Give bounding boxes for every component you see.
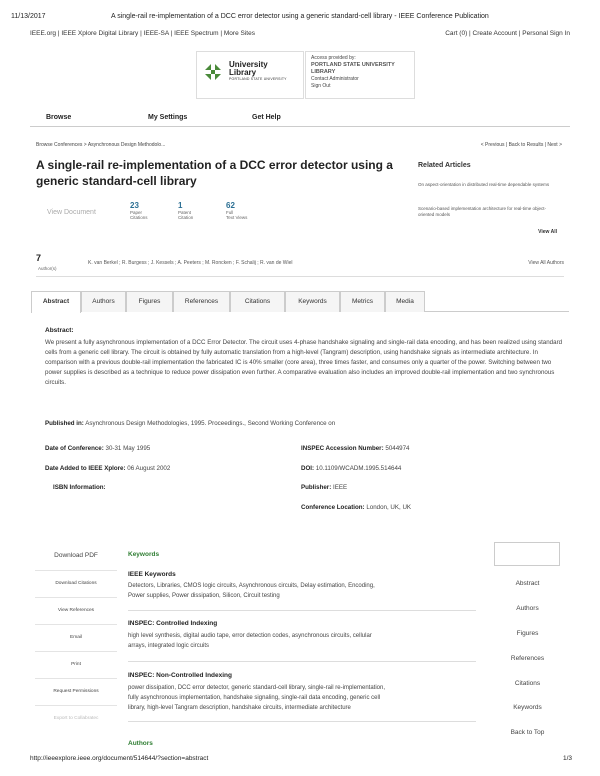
right-nav-citations[interactable]: Citations xyxy=(514,680,541,687)
right-nav-authors[interactable]: Authors xyxy=(516,605,539,612)
author-list[interactable]: K. van Berkel ; R. Burgess ; J. Kessels ; A. Peeters ; M. Roncken ; F. Schalij ; R. van de Wiel xyxy=(88,260,293,266)
footer-url: http://ieeexplore.ieee.org/document/514644/?section=abstract xyxy=(30,755,209,762)
published-in-link[interactable]: Asynchronous Design Methodologies, 1995. Proceedings., Second Working Conference on xyxy=(85,420,336,427)
right-nav-references[interactable]: References xyxy=(510,655,545,662)
authors-section-heading: Authors xyxy=(128,740,153,747)
results-pager[interactable]: < Previous | Back to Results | Next > xyxy=(480,142,562,148)
tab-metrics[interactable]: Metrics xyxy=(340,291,385,312)
keywords-heading: Keywords xyxy=(128,551,160,558)
nav-browse[interactable]: Browse xyxy=(46,114,72,121)
right-nav-abstract[interactable]: Abstract xyxy=(515,580,540,587)
right-nav-box xyxy=(494,542,560,566)
metric-patent-citation[interactable]: 1 Patent Citation xyxy=(178,201,194,220)
tab-keywords[interactable]: Keywords xyxy=(285,291,340,312)
metric-full-text-views[interactable]: 62 Full Text Views xyxy=(226,201,248,220)
tab-media[interactable]: Media xyxy=(385,291,425,312)
right-nav-figures[interactable]: Figures xyxy=(516,630,539,637)
nav-get-help[interactable]: Get Help xyxy=(252,114,281,121)
print-title: A single-rail re-implementation of a DCC error detector using a generic standard-cell library - IEEE Conference Publication xyxy=(111,13,489,20)
tab-authors[interactable]: Authors xyxy=(81,291,126,312)
inspec-controlled-title: INSPEC: Controlled Indexing xyxy=(128,620,218,627)
top-nav xyxy=(30,30,570,42)
tab-citations[interactable]: Citations xyxy=(230,291,285,312)
nav-my-settings[interactable]: My Settings xyxy=(148,114,188,121)
institution-name-line2: LIBRARY xyxy=(311,69,336,75)
email-button[interactable]: Email xyxy=(35,624,117,650)
conference-location: Conference Location: London, UK, UK xyxy=(301,504,412,511)
contact-admin-link[interactable]: Contact Administrator xyxy=(311,76,359,82)
inspec-controlled-list[interactable]: high level synthesis, digital audio tape, error detection codes, asynchronous circuits, cellular arrays, integrated logic circuits xyxy=(128,633,372,649)
institution-name: PORTLAND STATE UNIVERSITY xyxy=(311,62,395,68)
isbn-information[interactable]: ISBN Information: xyxy=(53,484,106,491)
back-to-top-link[interactable]: Back to Top xyxy=(510,729,545,736)
date-of-conference: Date of Conference: 30-31 May 1995 xyxy=(45,445,151,452)
related-articles-title: Related Articles xyxy=(418,162,471,169)
keywords-divider xyxy=(128,661,476,662)
ieee-keywords-list[interactable]: Detectors, Libraries, CMOS logic circuits, Asynchronous circuits, Delay estimation, Encoding, Power supplies, Power dissipation, Silicon, Circuit testing xyxy=(128,583,375,599)
published-in: Published in: Asynchronous Design Methodologies, 1995. Proceedings., Second Working Conference on xyxy=(45,420,336,427)
print-button[interactable]: Print xyxy=(35,651,117,677)
university-library-logo xyxy=(196,51,304,99)
access-box xyxy=(305,51,415,99)
main-nav xyxy=(30,111,570,127)
inspec-accession-number: INSPEC Accession Number: 5044974 xyxy=(301,445,410,452)
tab-figures[interactable]: Figures xyxy=(126,291,173,312)
access-provided-label: Access provided by: xyxy=(311,55,356,61)
tab-references[interactable]: References xyxy=(173,291,230,312)
sign-out-link[interactable]: Sign Out xyxy=(311,83,331,89)
doi-link[interactable]: 10.1109/WCADM.1995.514644 xyxy=(315,465,402,472)
view-all-authors-link[interactable]: View All Authors xyxy=(528,260,564,266)
related-view-all-link[interactable]: View All xyxy=(538,229,557,235)
author-count-label: Author(s) xyxy=(38,266,57,271)
abstract-label: Abstract: xyxy=(45,327,74,334)
print-header xyxy=(11,13,589,25)
author-count: 7 xyxy=(36,253,42,263)
date-added: Date Added to IEEE Xplore: 06 August 2002 xyxy=(45,465,171,472)
print-date: 11/13/2017 xyxy=(11,13,46,20)
section-tabs xyxy=(31,291,569,312)
top-nav-account[interactable]: Cart (0) | Create Account | Personal Sign In xyxy=(445,30,570,37)
footer-page-number: 1/3 xyxy=(562,755,572,762)
export-to-collabratec-button[interactable]: Export to Collabratec xyxy=(35,705,117,731)
inspec-non-controlled-title: INSPEC: Non-Controlled Indexing xyxy=(128,672,232,679)
right-nav-keywords[interactable]: Keywords xyxy=(513,704,542,711)
page-title: A single-rail re-implementation of a DCC error detector using a generic standard-cell library xyxy=(36,158,393,188)
doi: DOI: 10.1109/WCADM.1995.514644 xyxy=(301,465,402,472)
request-permissions-button[interactable]: Request Permissions xyxy=(35,678,117,704)
metric-paper-citations[interactable]: 23 Paper Citations xyxy=(130,201,148,220)
related-article[interactable]: Scenario-based implementation architecture for real-time object-oriented models xyxy=(418,206,547,217)
authors-row xyxy=(36,253,564,277)
view-document-button[interactable]: View Document xyxy=(47,209,96,216)
related-article[interactable]: On aspect-orientation in distributed real-time dependable systems xyxy=(418,182,550,187)
keywords-divider xyxy=(128,610,476,611)
ieee-keywords-title: IEEE Keywords xyxy=(128,571,176,578)
abstract-text: We present a fully asynchronous implementation of a DCC Error Detector. The circuit uses 4-phase handshake signaling and single-rail data encoding, and has been realized using standard cells from a generic cell library. The circuit is obtained by fully automatic translation from a high-level (Tangram) description, using handshake signals as intermediate architecture. In comparison with a previous double-rail implementation the fabricated IC is 40% smaller (core area), three times faster, and consumes only a quarter of the power. Switching between two power supplies is described as a technique to reduce power dissipation even further. A comparative evaluation also includes an improved double-rail implementation and two synchronous circuits. xyxy=(45,339,563,387)
logo-subtext: PORTLAND STATE UNIVERSITY xyxy=(229,77,287,81)
download-citations-button[interactable]: Download Citations xyxy=(35,570,117,596)
publisher: Publisher: IEEE xyxy=(301,484,348,491)
tab-abstract[interactable]: Abstract xyxy=(31,291,81,313)
view-references-button[interactable]: View References xyxy=(35,597,117,623)
top-nav-sites[interactable]: IEEE.org | IEEE Xplore Digital Library | IEEE-SA | IEEE Spectrum | More Sites xyxy=(30,30,255,37)
download-pdf-button[interactable]: Download PDF xyxy=(54,552,98,559)
breadcrumb[interactable]: Browse Conferences > Asynchronous Design Methodolo... xyxy=(36,142,166,148)
keywords-divider xyxy=(128,721,476,722)
inspec-non-controlled-list[interactable]: power dissipation, DCC error detector, generic standard-cell library, single-rail re-implementation, fully asynchronous implementation, handshake signaling, single-rail data encoding, generic cell library, high-level Tangram description, handshake circuits, intermediate architecture xyxy=(128,685,385,711)
library-logo-icon xyxy=(203,62,223,82)
logo-text: University Library xyxy=(229,60,268,77)
